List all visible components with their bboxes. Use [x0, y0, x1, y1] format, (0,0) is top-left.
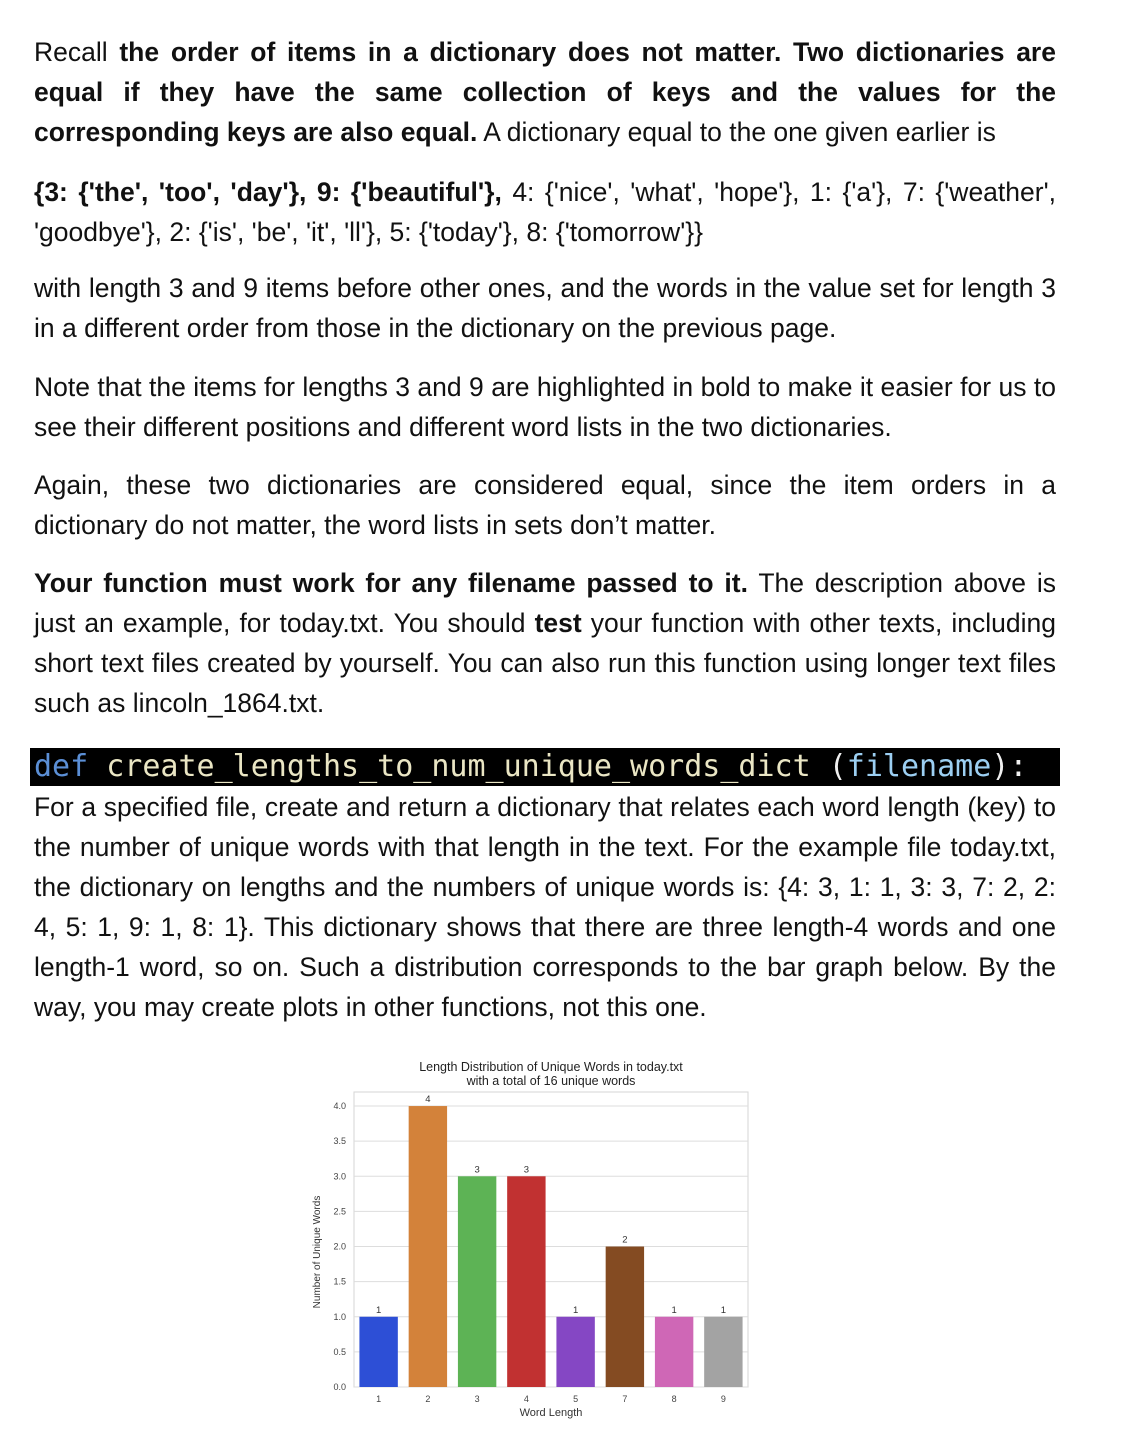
x-tick-label: 2 [425, 1394, 431, 1404]
bar-value-label: 3 [474, 1164, 480, 1176]
chart-subtitle: with a total of 16 unique words [466, 1074, 636, 1088]
paragraph-example-dict: {3: {'the', 'too', 'day'}, 9: {'beautiful'}, 4: {'nice', 'what', 'hope'}, 1: {'a'}, 7: {'weather', 'goodbye'}, 2: {'is', 'be', 'it', 'll'}, 5: {'today'}, 8: {'tomorrow'}} [34, 177, 1057, 247]
x-tick-label: 9 [720, 1394, 726, 1404]
paragraph-equal-note: Again, these two dictionaries are considered equal, since the item orders in a dictionary do not matter, the word lists in sets don’t matter. [34, 470, 1056, 540]
y-tick-label: 3.5 [333, 1136, 346, 1147]
bar [606, 1247, 644, 1387]
y-tick-label: 0.0 [333, 1382, 346, 1392]
bar-value-label: 2 [622, 1234, 628, 1246]
y-tick-label: 2.0 [333, 1241, 346, 1252]
bar-chart [300, 1052, 770, 1427]
bar-value-label: 3 [523, 1164, 530, 1176]
bar [655, 1317, 693, 1387]
y-tick-label: 3.0 [333, 1171, 346, 1182]
bar-value-label: 1 [720, 1304, 727, 1316]
x-tick-label: 3 [474, 1394, 480, 1404]
y-axis-label: Number of Unique Words [312, 1195, 323, 1309]
bar [359, 1317, 397, 1387]
bar-value-label: 4 [425, 1094, 431, 1106]
bars [359, 1094, 742, 1387]
y-tick-label: 1.0 [333, 1311, 346, 1322]
paragraph-length-order: with length 3 and 9 items before other ones, and the words in the value set for length 3 in a different order from those in the dictionary on the previous page. [34, 273, 1056, 343]
function-signature [30, 748, 1060, 786]
bar [556, 1317, 594, 1387]
bar-value-label: 1 [572, 1304, 579, 1316]
chart-title: Length Distribution of Unique Words in today.txt [419, 1060, 683, 1074]
code-argument: filename [846, 749, 992, 784]
bar [409, 1106, 447, 1387]
x-tick-label: 4 [523, 1394, 529, 1404]
y-tick-label: 4.0 [333, 1101, 346, 1112]
bar [507, 1176, 545, 1387]
paragraph-any-filename: Your function must work for any filename passed to it. The description above is just an example, for today.txt. You should test your function with other texts, including short text files created by yourself. You can also run this function using longer text files such as lincoln_1864.txt. [34, 568, 1057, 718]
y-tick-label: 1.5 [333, 1276, 346, 1287]
y-tick-label: 2.5 [333, 1206, 346, 1217]
bar [458, 1176, 496, 1387]
code-function-name: create_lengths_to_num_unique_words_dict [106, 749, 811, 784]
code-open-paren: ( [810, 749, 847, 784]
paragraph-function-description: For a specified file, create and return a dictionary that relates each word length (key) to the number of unique words with that length in the text. For the example file today.txt, the dictionary on lengths and the numbers of unique words is: {4: 3, 1: 1, 3: 3, 7: 2, 2: 4, 5: 1, 9: 1, 8: 1}. This dictionary shows that there are three length-4 words and one length-1 word, so on. Such a distribution corresponds to the bar graph below. By the way, you may create plots in other functions, not this one. [34, 792, 1056, 1022]
bar-value-label: 1 [671, 1304, 677, 1316]
bar-value-label: 1 [375, 1304, 382, 1316]
paragraph-bold-note: Note that the items for lengths 3 and 9 are highlighted in bold to make it easier for us to see their different positions and different word lists in the two dictionaries. [34, 372, 1056, 442]
code-close-paren: ): [991, 749, 1028, 784]
paragraph-dictionary-order: Recall the order of items in a dictionary does not matter. Two dictionaries are equal if they have the same collection of keys and the values for the corresponding keys are also equal. A dictionary equal to the one given earlier is [34, 37, 1056, 147]
x-axis-label: Word Length [519, 1407, 583, 1419]
x-tick-label: 1 [376, 1394, 382, 1404]
x-tick-label: 7 [622, 1394, 628, 1404]
x-tick-label: 5 [573, 1394, 579, 1404]
x-tick-label: 8 [671, 1394, 677, 1404]
code-keyword: def [34, 749, 89, 784]
y-tick-label: 0.5 [333, 1346, 346, 1357]
bar [704, 1317, 742, 1387]
